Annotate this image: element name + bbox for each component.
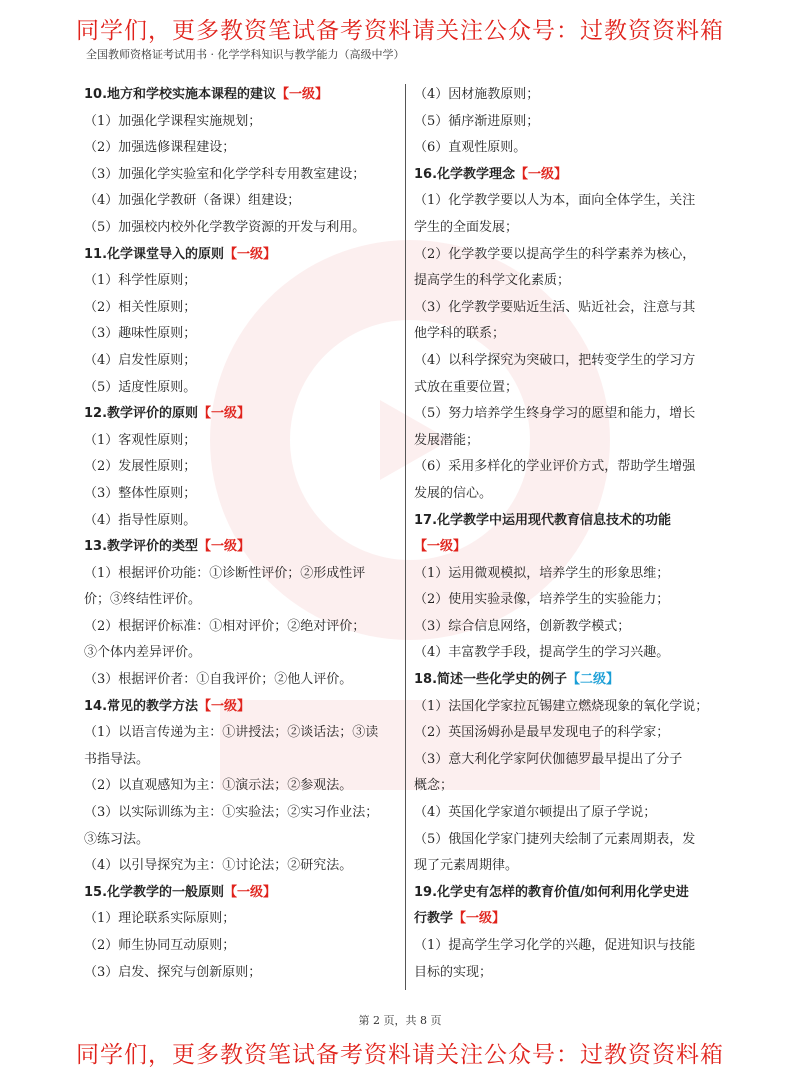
line-text: 发展潜能；	[414, 432, 480, 448]
list-item	[414, 242, 724, 269]
line-text: 提高学生的科学文化素质；	[414, 273, 571, 289]
section-heading	[414, 906, 724, 933]
list-item	[414, 109, 724, 136]
list-item	[414, 401, 724, 428]
list-item	[84, 508, 394, 535]
list-item	[84, 773, 394, 800]
line-text: （1）根据评价功能：①诊断性评价；②形成性评	[84, 565, 366, 581]
list-item	[414, 295, 724, 322]
list-item	[414, 933, 724, 960]
list-item	[414, 587, 724, 614]
line-text: （3）启发、探究与创新原则；	[84, 964, 262, 980]
level-tag: 【一级】	[453, 911, 506, 927]
line-text: （3）化学教学要贴近生活、贴近社会，注意与其	[414, 299, 696, 315]
list-item	[414, 720, 724, 747]
line-text: （3）加强化学实验室和化学学科专用教室建设；	[84, 166, 366, 182]
line-text: （4）指导性原则。	[84, 512, 197, 528]
list-item	[414, 375, 724, 402]
line-text: 学生的全面发展；	[414, 219, 519, 235]
line-text: （4）英国化学家道尔顿提出了原子学说；	[414, 805, 657, 821]
line-text: （1）客观性原则；	[84, 432, 197, 448]
line-text: （1）化学教学要以人为本，面向全体学生，关注	[414, 193, 696, 209]
list-item	[84, 135, 394, 162]
line-text: 概念；	[414, 778, 454, 794]
section-heading	[414, 508, 724, 535]
line-text: （4）丰富教学手段，提高学生的学习兴趣。	[414, 645, 670, 661]
list-item	[414, 188, 724, 215]
list-item	[414, 428, 724, 455]
line-text: （3）趣味性原则；	[84, 326, 197, 342]
list-item	[84, 215, 394, 242]
line-text: （2）发展性原则；	[84, 459, 197, 475]
line-text: 书指导法。	[84, 751, 150, 767]
section-heading	[84, 242, 394, 269]
list-item	[84, 827, 394, 854]
level-tag: 【一级】	[198, 539, 251, 555]
list-item	[414, 454, 724, 481]
list-item	[84, 188, 394, 215]
line-text: 17.化学教学中运用现代教育信息技术的功能	[414, 512, 672, 528]
line-text: 价；③终结性评价。	[84, 592, 202, 608]
list-item	[414, 640, 724, 667]
line-text: （2）加强选修课程建设；	[84, 140, 236, 156]
line-text: 19.化学史有怎样的教育价值/如何利用化学史进	[414, 884, 689, 900]
page-number: 第 2 页，共 8 页	[358, 1014, 442, 1027]
column-divider	[405, 84, 406, 990]
bottom-banner: 同学们，更多教资笔试备考资料请关注公众号：过教资资料箱	[76, 1042, 724, 1068]
list-item	[414, 853, 724, 880]
list-item	[84, 933, 394, 960]
line-text: （3）根据评价者：①自我评价；②他人评价。	[84, 672, 353, 688]
line-text: 11.化学课堂导入的原则	[84, 246, 225, 262]
line-text: （6）直观性原则。	[414, 140, 527, 156]
line-text: 16.化学教学理念	[414, 166, 516, 182]
list-item	[414, 694, 724, 721]
line-text: （1）运用微观模拟，培养学生的形象思维；	[414, 565, 670, 581]
list-item	[84, 321, 394, 348]
list-item	[84, 640, 394, 667]
section-heading	[84, 534, 394, 561]
line-text: ③练习法。	[84, 831, 150, 847]
list-item	[84, 348, 394, 375]
list-item	[414, 960, 724, 987]
line-text: （1）加强化学课程实施规划；	[84, 113, 262, 129]
list-item	[84, 481, 394, 508]
line-text: 18.简述一些化学史的例子	[414, 672, 568, 688]
line-text: ③个体内差异评价。	[84, 645, 202, 661]
line-text: （1）提高学生学习化学的兴趣，促进知识与技能	[414, 938, 696, 953]
list-item	[414, 481, 724, 508]
level-tag: 【一级】	[224, 884, 277, 900]
list-item	[84, 747, 394, 774]
list-item	[84, 109, 394, 136]
line-text: （3）以实际训练为主：①实验法；②实习作业法；	[84, 805, 379, 821]
line-text: （2）师生协同互动原则；	[84, 938, 236, 953]
list-item	[84, 587, 394, 614]
list-item	[414, 614, 724, 641]
list-item	[84, 720, 394, 747]
line-text: （2）相关性原则；	[84, 299, 197, 315]
list-item	[414, 321, 724, 348]
level-tag: 【一级】	[276, 87, 329, 102]
line-text: （2）英国汤姆孙是最早发现电子的科学家；	[414, 725, 670, 741]
line-text: （2）以直观感知为主：①演示法；②参观法。	[84, 778, 353, 794]
line-text: （5）加强校内校外化学教学资源的开发与利用。	[84, 219, 366, 235]
list-item	[84, 295, 394, 322]
list-item	[414, 800, 724, 827]
line-text: 14.常见的教学方法	[84, 698, 199, 714]
list-item	[84, 561, 394, 588]
line-text: （3）意大利化学家阿伏伽德罗最早提出了分子	[414, 751, 683, 767]
list-item	[414, 747, 724, 774]
list-item	[84, 800, 394, 827]
line-text: （5）适度性原则。	[84, 379, 197, 395]
section-heading	[414, 667, 724, 694]
top-banner: 同学们，更多教资笔试备考资料请关注公众号：过教资资料箱	[76, 18, 724, 44]
line-text: （2）化学教学要以提高学生的科学素养为核心，	[414, 246, 696, 262]
line-text: （5）努力培养学生终身学习的愿望和能力，增长	[414, 406, 696, 422]
level-tag: 【一级】	[224, 246, 277, 262]
list-item	[84, 853, 394, 880]
left-column	[84, 82, 394, 986]
list-item	[84, 162, 394, 189]
line-text: （1）以语言传递为主：①讲授法；②谈话法；③读	[84, 725, 379, 741]
right-column	[414, 82, 724, 986]
line-text: （2）使用实验录像，培养学生的实验能力；	[414, 592, 670, 608]
book-subtitle: 全国教师资格证考试用书 · 化学学科知识与教学能力（高级中学）	[86, 48, 405, 61]
section-heading	[84, 694, 394, 721]
section-heading	[84, 401, 394, 428]
level-tag: 【一级】	[198, 406, 251, 422]
level-tag: 【一级】	[414, 539, 467, 555]
list-item	[414, 773, 724, 800]
line-text: 发展的信心。	[414, 485, 493, 501]
line-text: （5）俄国化学家门捷列夫绘制了元素周期表，发	[414, 831, 696, 847]
line-text: 12.教学评价的原则	[84, 406, 199, 422]
level-tag: 【一级】	[515, 166, 568, 182]
line-text: （3）综合信息网络，创新教学模式；	[414, 618, 631, 634]
line-text: 10.地方和学校实施本课程的建议	[84, 87, 277, 102]
section-heading	[84, 82, 394, 109]
line-text: （4）加强化学教研（备课）组建设；	[84, 193, 301, 209]
line-text: 目标的实现；	[414, 964, 493, 980]
line-text: （4）以引导探究为主：①讨论法；②研究法。	[84, 858, 353, 874]
section-heading	[414, 162, 724, 189]
list-item	[414, 348, 724, 375]
line-text: 行教学	[414, 911, 454, 927]
line-text: （2）根据评价标准：①相对评价；②绝对评价；	[84, 618, 366, 634]
line-text: （1）科学性原则；	[84, 273, 197, 289]
list-item	[84, 454, 394, 481]
line-text: 13.教学评价的类型	[84, 539, 199, 555]
section-heading	[414, 880, 724, 907]
line-text: 现了元素周期律。	[414, 858, 519, 874]
level-tag: 【二级】	[567, 672, 620, 688]
list-item	[84, 428, 394, 455]
list-item	[414, 135, 724, 162]
list-item	[414, 215, 724, 242]
line-text: 15.化学教学的一般原则	[84, 884, 225, 900]
line-text: 他学科的联系；	[414, 326, 506, 342]
list-item	[84, 375, 394, 402]
list-item	[414, 82, 724, 109]
line-text: （1）理论联系实际原则；	[84, 911, 236, 927]
line-text: （3）整体性原则；	[84, 485, 197, 501]
list-item	[84, 960, 394, 987]
list-item	[414, 561, 724, 588]
list-item	[84, 667, 394, 694]
line-text: （4）因材施教原则；	[414, 87, 540, 102]
line-text: （1）法国化学家拉瓦锡建立燃烧现象的氧化学说；	[414, 698, 709, 714]
list-item	[84, 268, 394, 295]
line-text: （5）循序渐进原则；	[414, 113, 540, 129]
list-item	[84, 614, 394, 641]
line-text: （6）采用多样化的学业评价方式，帮助学生增强	[414, 459, 696, 475]
section-heading	[84, 880, 394, 907]
list-item	[414, 827, 724, 854]
line-text: （4）以科学探究为突破口，把转变学生的学习方	[414, 352, 696, 368]
list-item	[414, 268, 724, 295]
section-heading	[414, 534, 724, 561]
line-text: （4）启发性原则；	[84, 352, 197, 368]
level-tag: 【一级】	[198, 698, 251, 714]
list-item	[84, 906, 394, 933]
line-text: 式放在重要位置；	[414, 379, 519, 395]
